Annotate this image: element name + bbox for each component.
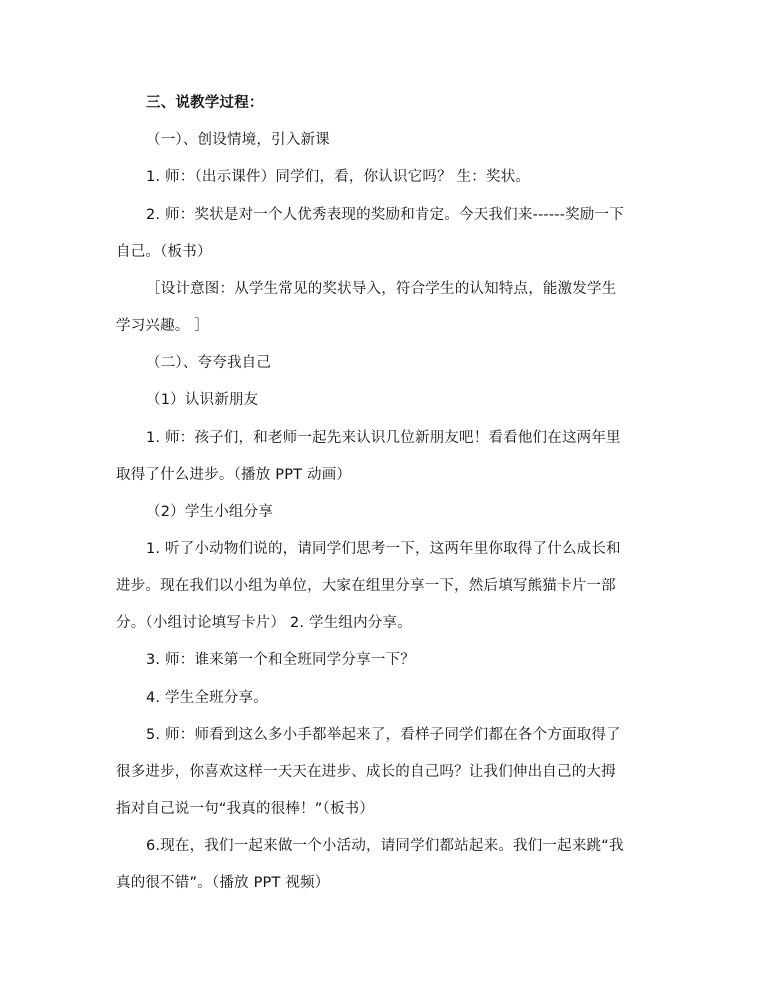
paragraph-line: 5. 师：师看到这么多小手都举起来了，看样子同学们都在各个方面取得了 bbox=[146, 727, 621, 743]
paragraph-line: 4. 学生全班分享。 bbox=[146, 690, 268, 706]
paragraph-line: 1. 听了小动物们说的，请同学们思考一下，这两年里你取得了什么成长和 bbox=[146, 541, 621, 557]
paragraph-line: 3. 师：谁来第一个和全班同学分享一下？ bbox=[146, 652, 415, 668]
paragraph-line: 1. 师：（出示课件）同学们，看，你认识它吗？ 生：奖状。 bbox=[146, 169, 531, 185]
paragraph-line: 真的很不错”。（播放 PPT 视频） bbox=[116, 875, 330, 891]
design-intent-line: ［设计意图：从学生常见的奖状导入，符合学生的认知特点，能激发学生 bbox=[146, 281, 617, 297]
subsection-heading: （一）、创设情境，引入新课 bbox=[146, 132, 330, 148]
paragraph-line: 取得了什么进步。（播放 PPT 动画） bbox=[116, 467, 352, 483]
paragraph-line: 指对自己说一句“我真的很棒！”（板书） bbox=[116, 801, 375, 817]
item-heading: （1）认识新朋友 bbox=[146, 392, 259, 408]
paragraph-line: 进步。现在我们以小组为单位，大家在组里分享一下，然后填写熊猫卡片一部 bbox=[116, 578, 616, 594]
paragraph-line: 1. 师：孩子们，和老师一起先来认识几位新朋友吧！看看他们在这两年里 bbox=[146, 430, 621, 446]
section-heading: 三、说教学过程： bbox=[146, 95, 264, 111]
paragraph-line: 自己。（板书） bbox=[116, 244, 212, 260]
paragraph-line: 分。（小组讨论填写卡片） 2. 学生组内分享。 bbox=[116, 615, 412, 631]
paragraph-line: 很多进步，你喜欢这样一天天在进步、成长的自己吗？让我们伸出自己的大拇 bbox=[116, 764, 616, 780]
design-intent-line: 学习兴趣。 ］ bbox=[116, 318, 210, 334]
item-heading: （2）学生小组分享 bbox=[146, 504, 274, 520]
paragraph-line: 6.现在，我们一起来做一个小活动，请同学们都站起来。我们一起来跳“我 bbox=[146, 838, 624, 854]
subsection-heading: （二）、夸夸我自己 bbox=[146, 355, 272, 371]
paragraph-line: 2. 师：奖状是对一个人优秀表现的奖励和肯定。今天我们来------奖励一下 bbox=[146, 207, 624, 223]
